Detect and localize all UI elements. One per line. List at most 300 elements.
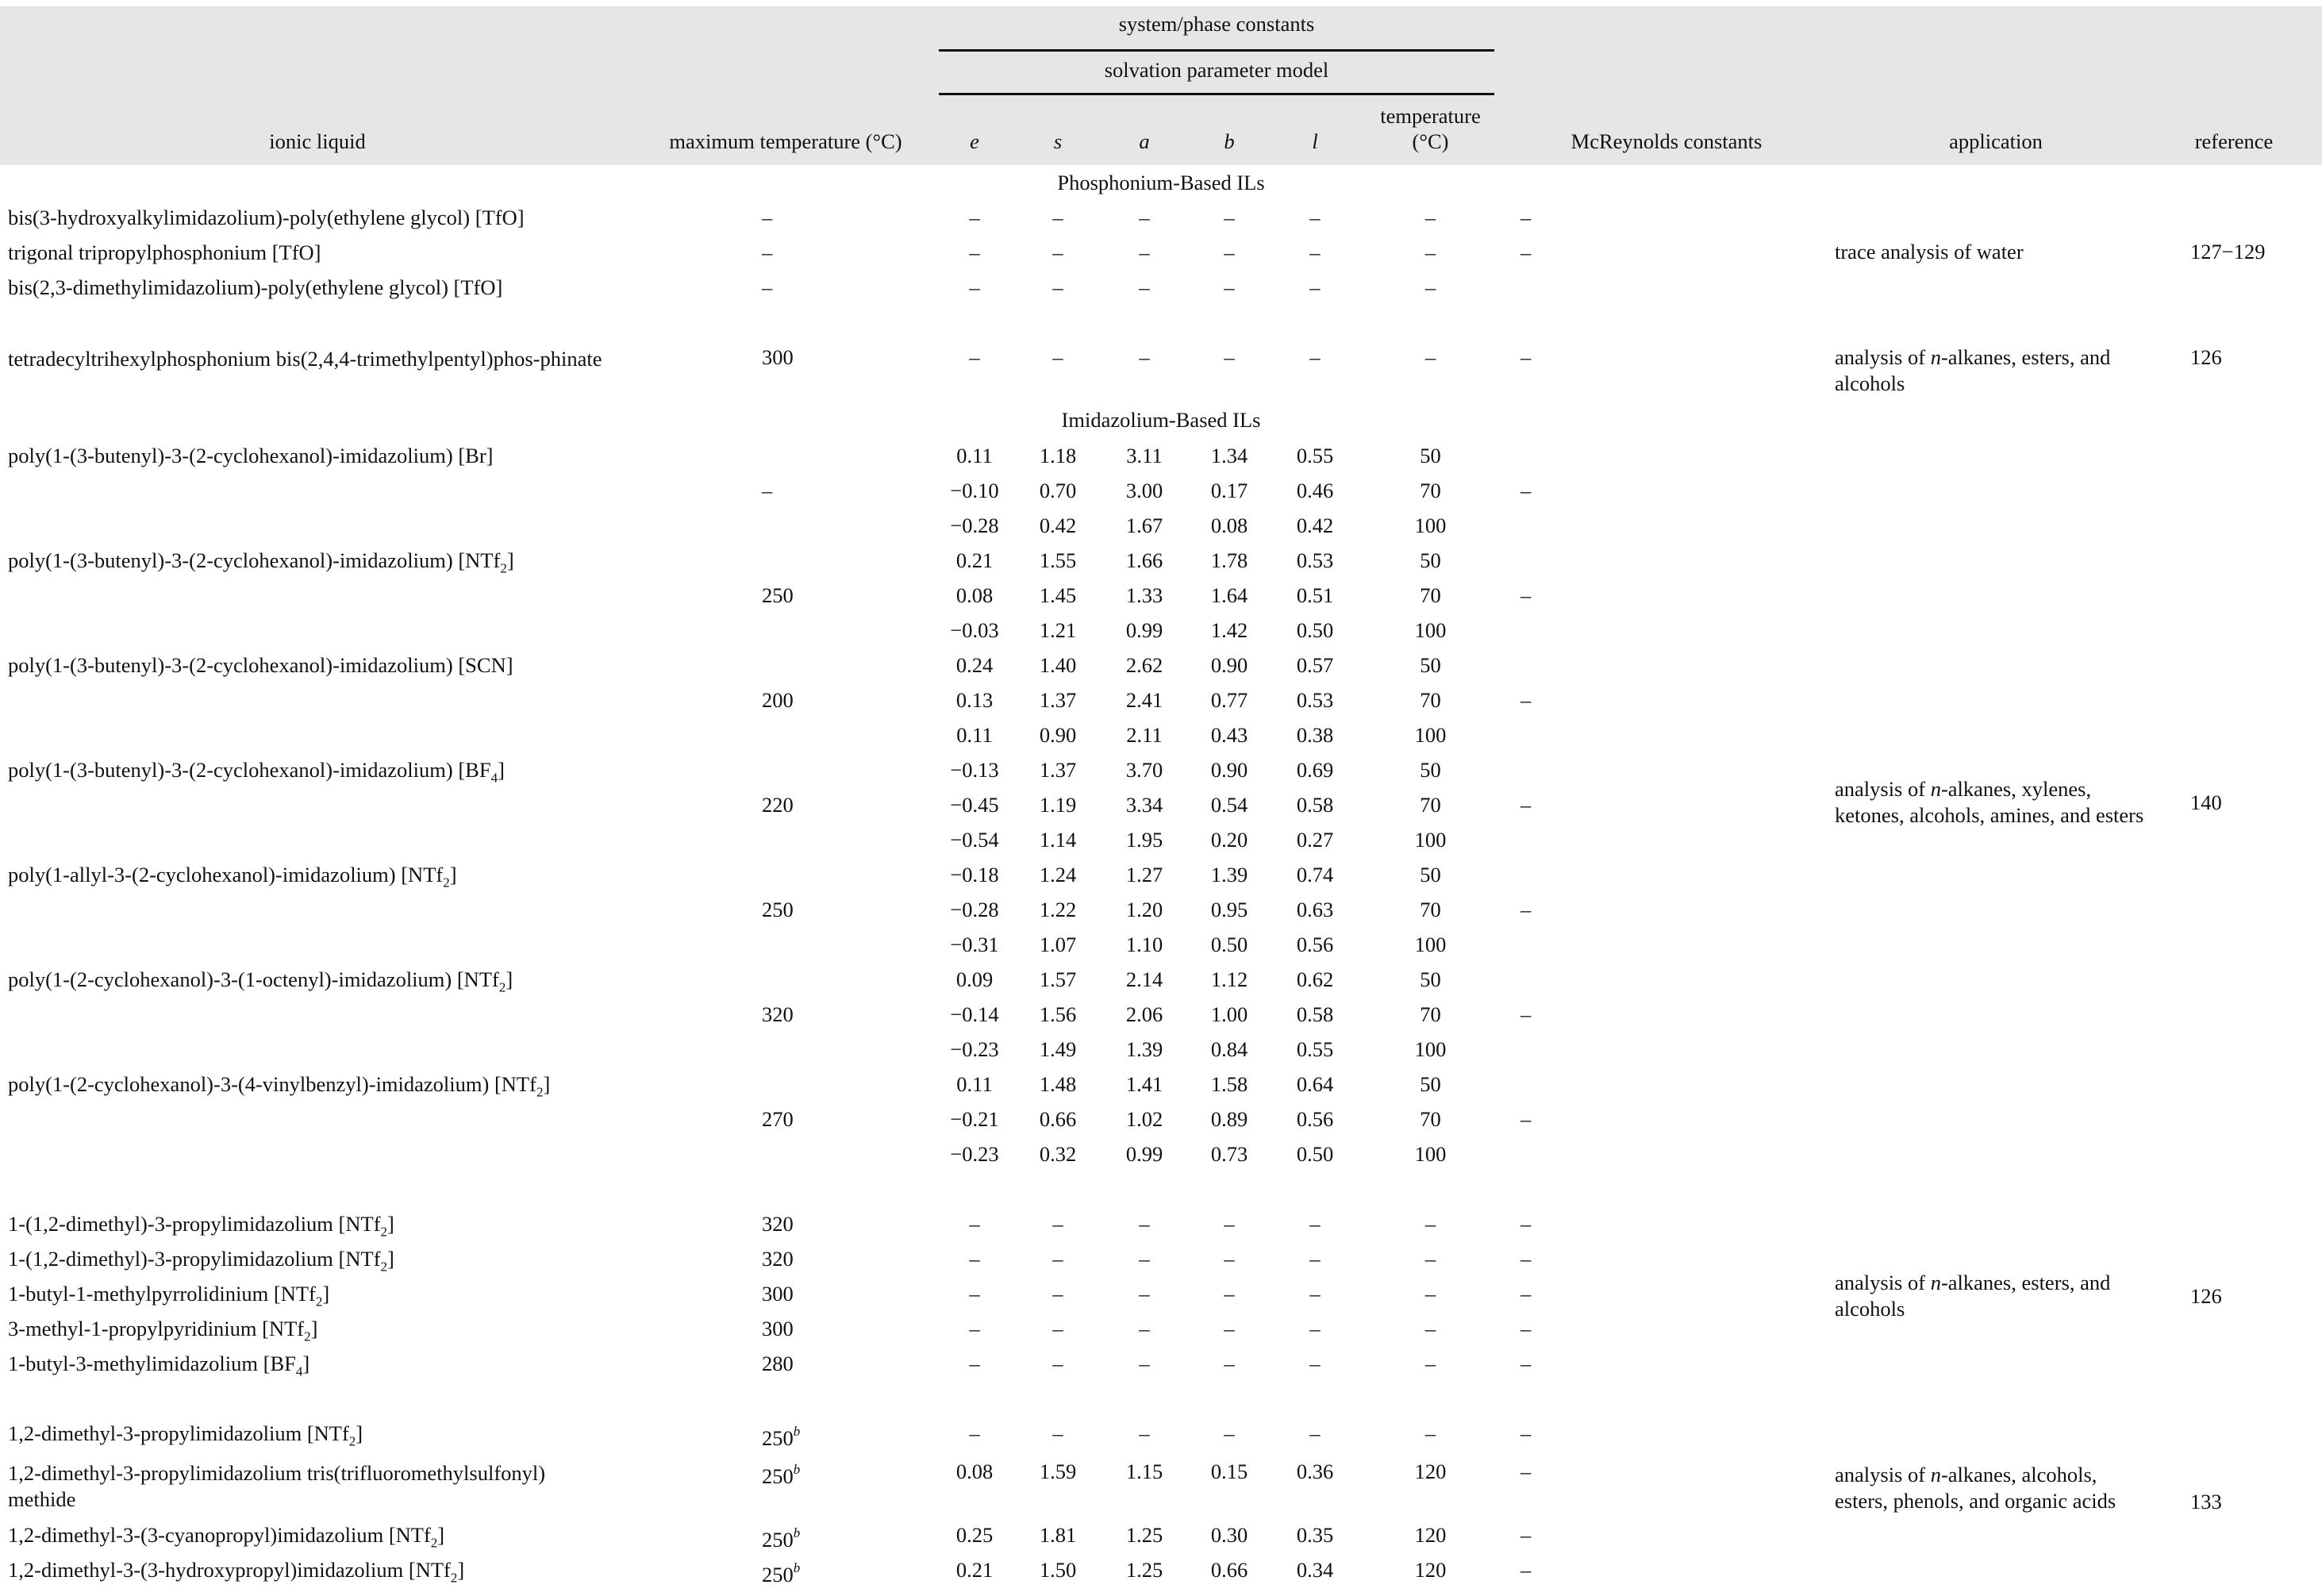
group-application: analysis of n-alkanes, xylenes, ketones, alcohols, amines, and esters bbox=[1835, 777, 2144, 827]
ionic-liquid-name: 1-(1,2-dimethyl)-3-propylimidazolium [NTf$_2$] bbox=[8, 1212, 394, 1240]
param-b: – bbox=[1224, 1282, 1235, 1306]
param-e: – bbox=[969, 1421, 980, 1445]
table-row bbox=[0, 857, 2322, 892]
param-l: 0.74 bbox=[1296, 863, 1334, 886]
table-row bbox=[0, 1067, 2322, 1102]
param-a: – bbox=[1139, 206, 1150, 229]
param-t: – bbox=[1424, 1421, 1436, 1445]
param-t: 100 bbox=[1414, 513, 1447, 537]
param-e: 0.08 bbox=[955, 1459, 994, 1483]
max-temperature: 200 bbox=[762, 688, 794, 712]
param-b: – bbox=[1224, 275, 1235, 299]
param-l: 0.55 bbox=[1296, 1037, 1334, 1061]
group-application: analysis of n-alkanes, alcohols, esters, phenols, and organic acids bbox=[1835, 1463, 2116, 1513]
param-a: 1.25 bbox=[1125, 1558, 1163, 1582]
max-temperature: 320 bbox=[762, 1247, 794, 1271]
param-s: – bbox=[1052, 275, 1063, 299]
param-t: 100 bbox=[1414, 828, 1447, 852]
group-application: analysis of n-alkanes, esters, and alcohols bbox=[1835, 1271, 2111, 1321]
param-s: – bbox=[1052, 1247, 1063, 1271]
param-t: 100 bbox=[1414, 723, 1447, 747]
param-a: – bbox=[1139, 275, 1150, 299]
param-t: 50 bbox=[1420, 653, 1441, 677]
param-e: 0.25 bbox=[955, 1523, 994, 1547]
param-l: 0.53 bbox=[1296, 688, 1334, 712]
param-e: −0.03 bbox=[950, 618, 999, 642]
header-application: application bbox=[1949, 129, 2043, 153]
param-t: – bbox=[1424, 206, 1436, 229]
mcreynolds-value: – bbox=[1520, 1282, 1532, 1306]
param-b: 1.58 bbox=[1210, 1072, 1248, 1096]
param-l: – bbox=[1309, 345, 1321, 369]
group-reference: 126 bbox=[2190, 1284, 2222, 1308]
param-t: 100 bbox=[1414, 1037, 1447, 1061]
param-t: – bbox=[1424, 1247, 1436, 1271]
param-t: 120 bbox=[1414, 1558, 1447, 1582]
param-e: −0.14 bbox=[950, 1002, 999, 1026]
param-s: 1.21 bbox=[1039, 618, 1077, 642]
param-t: 100 bbox=[1414, 618, 1447, 642]
param-s: 1.24 bbox=[1039, 863, 1077, 886]
table-row bbox=[0, 438, 2322, 473]
ionic-liquid-name: 1,2-dimethyl-3-propylimidazolium [NTf$_2$] bbox=[8, 1421, 363, 1449]
param-a: 2.62 bbox=[1125, 653, 1163, 677]
mcreynolds-value: – bbox=[1520, 206, 1532, 229]
param-s: 1.19 bbox=[1039, 793, 1077, 817]
header-max-temp: maximum temperature (°C) bbox=[669, 129, 902, 153]
param-l: 0.38 bbox=[1296, 723, 1334, 747]
param-e: 0.24 bbox=[955, 653, 994, 677]
mcreynolds-value: – bbox=[1520, 1247, 1532, 1271]
param-l: 0.27 bbox=[1296, 828, 1334, 852]
param-a: – bbox=[1139, 1421, 1150, 1445]
param-t: 50 bbox=[1420, 444, 1441, 467]
param-l: – bbox=[1309, 206, 1321, 229]
group-reference: 133 bbox=[2190, 1490, 2222, 1513]
param-b: – bbox=[1224, 1317, 1235, 1340]
max-temperature: 300 bbox=[762, 1282, 794, 1306]
param-s: 1.22 bbox=[1039, 898, 1077, 921]
ionic-liquid-name: 1-butyl-1-methylpyrrolidinium [NTf$_2$] bbox=[8, 1282, 330, 1309]
param-e: 0.21 bbox=[955, 1558, 994, 1582]
param-a: 0.99 bbox=[1125, 618, 1163, 642]
table-row bbox=[0, 1032, 2322, 1067]
table-row bbox=[0, 648, 2322, 683]
param-s: – bbox=[1052, 1282, 1063, 1306]
param-b: – bbox=[1224, 240, 1235, 264]
param-t: 100 bbox=[1414, 1142, 1447, 1166]
param-a: 3.70 bbox=[1125, 758, 1163, 782]
param-l: 0.57 bbox=[1296, 653, 1334, 677]
ionic-liquid-name: poly(1-(3-butenyl)-3-(2-cyclohexanol)-imidazolium) [SCN] bbox=[8, 653, 513, 677]
param-a: 1.27 bbox=[1125, 863, 1163, 886]
param-a: 1.41 bbox=[1125, 1072, 1163, 1096]
param-t: – bbox=[1424, 345, 1436, 369]
param-b: 0.30 bbox=[1210, 1523, 1248, 1547]
param-s: 1.14 bbox=[1039, 828, 1077, 852]
table-row bbox=[0, 717, 2322, 752]
ionic-liquid-name: 1,2-dimethyl-3-(3-hydroxypropyl)imidazolium [NTf$_2$] bbox=[8, 1558, 465, 1586]
param-l: 0.56 bbox=[1296, 933, 1334, 956]
param-l: – bbox=[1309, 1247, 1321, 1271]
param-t: 50 bbox=[1420, 967, 1441, 991]
param-l: – bbox=[1309, 275, 1321, 299]
param-b: – bbox=[1224, 345, 1235, 369]
param-b: – bbox=[1224, 1421, 1235, 1445]
group-reference: 140 bbox=[2190, 790, 2222, 814]
param-s: 1.57 bbox=[1039, 967, 1077, 991]
table-row bbox=[0, 892, 2322, 927]
max-temperature: 250 bbox=[762, 898, 794, 921]
max-temperature: 320 bbox=[762, 1002, 794, 1026]
mcreynolds-value: – bbox=[1520, 898, 1532, 921]
param-a: 1.95 bbox=[1125, 828, 1163, 852]
section-phosphonium: Phosphonium-Based ILs bbox=[1057, 171, 1265, 194]
max-temperature: 300 bbox=[762, 345, 794, 369]
param-e: – bbox=[969, 275, 980, 299]
param-t: – bbox=[1424, 1282, 1436, 1306]
param-t: 50 bbox=[1420, 863, 1441, 886]
group-application: trace analysis of water bbox=[1835, 240, 2024, 263]
param-b: 0.08 bbox=[1210, 513, 1248, 537]
param-l: 0.63 bbox=[1296, 898, 1334, 921]
param-e: – bbox=[969, 240, 980, 264]
param-e: −0.31 bbox=[950, 933, 999, 956]
param-l: 0.69 bbox=[1296, 758, 1334, 782]
table-row bbox=[0, 1552, 2322, 1587]
param-b: 0.54 bbox=[1210, 793, 1248, 817]
max-temperature: 250$^b$ bbox=[762, 1462, 801, 1488]
ionic-liquid-name: bis(3-hydroxyalkylimidazolium)-poly(ethylene glycol) [TfO] bbox=[8, 206, 525, 229]
ionic-liquid-name: poly(1-(3-butenyl)-3-(2-cyclohexanol)-imidazolium) $[BF_4]$ bbox=[8, 758, 505, 786]
param-b: 0.17 bbox=[1210, 479, 1248, 502]
param-s: – bbox=[1052, 345, 1063, 369]
mcreynolds-value: – bbox=[1520, 793, 1532, 817]
param-e: −0.28 bbox=[950, 898, 999, 921]
param-a: – bbox=[1139, 1247, 1150, 1271]
param-b: – bbox=[1224, 1212, 1235, 1236]
param-a: 3.34 bbox=[1125, 793, 1163, 817]
param-e: 0.11 bbox=[956, 1072, 993, 1096]
param-b: – bbox=[1224, 1247, 1235, 1271]
header-solvation: solvation parameter model bbox=[1104, 58, 1329, 82]
param-l: – bbox=[1309, 1352, 1321, 1375]
param-b: 1.78 bbox=[1210, 548, 1248, 572]
param-e: 0.11 bbox=[956, 444, 993, 467]
table-row bbox=[0, 613, 2322, 648]
param-e: −0.45 bbox=[950, 793, 999, 817]
param-s: 1.50 bbox=[1039, 1558, 1077, 1582]
table-row bbox=[0, 200, 2322, 235]
header-s: s bbox=[1053, 129, 1063, 153]
param-b: 0.77 bbox=[1210, 688, 1248, 712]
param-a: 1.20 bbox=[1125, 898, 1163, 921]
ionic-liquid-name: tetradecyltrihexylphosphonium bis(2,4,4-trimethylpentyl)phos-phinate bbox=[8, 347, 602, 371]
param-b: 0.43 bbox=[1210, 723, 1248, 747]
param-e: – bbox=[969, 1282, 980, 1306]
param-l: 0.62 bbox=[1296, 967, 1334, 991]
mcreynolds-value: – bbox=[1520, 1107, 1532, 1131]
mcreynolds-value: – bbox=[1520, 1459, 1532, 1483]
param-e: −0.10 bbox=[950, 479, 999, 502]
max-temperature: 250$^b$ bbox=[762, 1424, 801, 1450]
param-s: 0.42 bbox=[1039, 513, 1077, 537]
mcreynolds-value: – bbox=[1520, 1523, 1532, 1547]
param-l: – bbox=[1309, 1421, 1321, 1445]
param-t: – bbox=[1424, 1317, 1436, 1340]
group-reference: 126 bbox=[2190, 345, 2222, 369]
table-row bbox=[0, 1102, 2322, 1136]
param-a: 1.67 bbox=[1125, 513, 1163, 537]
mcreynolds-value: – bbox=[1520, 1421, 1532, 1445]
param-s: 0.90 bbox=[1039, 723, 1077, 747]
param-l: 0.53 bbox=[1296, 548, 1334, 572]
param-a: – bbox=[1139, 1352, 1150, 1375]
ionic-liquid-name: poly(1-(3-butenyl)-3-(2-cyclohexanol)-imidazolium) [Br] bbox=[8, 444, 494, 467]
max-temperature: 250$^b$ bbox=[762, 1525, 801, 1552]
param-e: 0.21 bbox=[955, 548, 994, 572]
mcreynolds-value: – bbox=[1520, 1317, 1532, 1340]
param-b: 0.90 bbox=[1210, 758, 1248, 782]
param-t: 70 bbox=[1420, 583, 1441, 607]
ionic-liquid-name: trigonal tripropylphosphonium [TfO] bbox=[8, 240, 321, 264]
param-e: −0.23 bbox=[950, 1037, 999, 1061]
max-temperature: – bbox=[762, 240, 773, 264]
mcreynolds-value: – bbox=[1520, 1558, 1532, 1582]
table-row bbox=[0, 1346, 2322, 1381]
table-row bbox=[0, 270, 2322, 305]
param-l: – bbox=[1309, 240, 1321, 264]
param-s: 1.45 bbox=[1039, 583, 1077, 607]
table-row bbox=[0, 927, 2322, 962]
section-imidazolium: Imidazolium-Based ILs bbox=[1061, 408, 1261, 432]
param-e: – bbox=[969, 1352, 980, 1375]
param-t: – bbox=[1424, 1352, 1436, 1375]
param-s: 0.70 bbox=[1039, 479, 1077, 502]
table-row bbox=[0, 578, 2322, 613]
param-s: 1.37 bbox=[1039, 688, 1077, 712]
param-t: 70 bbox=[1420, 898, 1441, 921]
param-t: 70 bbox=[1420, 479, 1441, 502]
param-b: 1.00 bbox=[1210, 1002, 1248, 1026]
param-a: – bbox=[1139, 240, 1150, 264]
param-b: 1.34 bbox=[1210, 444, 1248, 467]
param-e: – bbox=[969, 206, 980, 229]
param-a: 3.11 bbox=[1126, 444, 1163, 467]
table-row bbox=[0, 1517, 2322, 1552]
param-s: – bbox=[1052, 1421, 1063, 1445]
param-b: 1.39 bbox=[1210, 863, 1248, 886]
mcreynolds-value: – bbox=[1520, 240, 1532, 264]
param-e: −0.54 bbox=[950, 828, 999, 852]
param-e: 0.09 bbox=[955, 967, 994, 991]
param-s: 1.49 bbox=[1039, 1037, 1077, 1061]
header-temperature: temperature bbox=[1380, 104, 1481, 128]
max-temperature: – bbox=[762, 275, 773, 299]
param-a: 2.06 bbox=[1125, 1002, 1163, 1026]
param-s: 1.81 bbox=[1039, 1523, 1077, 1547]
param-a: 2.11 bbox=[1126, 723, 1163, 747]
group-reference: 127−129 bbox=[2190, 240, 2266, 263]
mcreynolds-value: – bbox=[1520, 1352, 1532, 1375]
max-temperature: 220 bbox=[762, 793, 794, 817]
param-l: 0.46 bbox=[1296, 479, 1334, 502]
param-l: – bbox=[1309, 1212, 1321, 1236]
group-application: analysis of n-alkanes, esters, and alcohols bbox=[1835, 345, 2111, 395]
param-a: 1.02 bbox=[1125, 1107, 1163, 1131]
header-system-phase: system/phase constants bbox=[1118, 12, 1315, 36]
param-l: 0.34 bbox=[1296, 1558, 1334, 1582]
param-l: 0.42 bbox=[1296, 513, 1334, 537]
param-t: 50 bbox=[1420, 1072, 1441, 1096]
table-row bbox=[0, 997, 2322, 1032]
param-e: −0.18 bbox=[950, 863, 999, 886]
param-t: 120 bbox=[1414, 1523, 1447, 1547]
max-temperature: 270 bbox=[762, 1107, 794, 1131]
param-l: 0.55 bbox=[1296, 444, 1334, 467]
header-reference: reference bbox=[2194, 129, 2274, 153]
param-a: – bbox=[1139, 1282, 1150, 1306]
ionic-liquid-name: 1-butyl-3-methylimidazolium $[BF_4]$ bbox=[8, 1352, 310, 1379]
param-t: 70 bbox=[1420, 688, 1441, 712]
param-s: 0.32 bbox=[1039, 1142, 1077, 1166]
param-t: 70 bbox=[1420, 1107, 1441, 1131]
param-s: – bbox=[1052, 240, 1063, 264]
header-e: e bbox=[970, 129, 979, 153]
mcreynolds-value: – bbox=[1520, 688, 1532, 712]
param-b: 0.73 bbox=[1210, 1142, 1248, 1166]
param-t: 100 bbox=[1414, 933, 1447, 956]
param-b: – bbox=[1224, 206, 1235, 229]
table-row bbox=[0, 683, 2322, 717]
max-temperature: – bbox=[762, 206, 773, 229]
param-a: 3.00 bbox=[1125, 479, 1163, 502]
param-b: 1.12 bbox=[1210, 967, 1248, 991]
param-a: 1.39 bbox=[1125, 1037, 1163, 1061]
param-e: −0.23 bbox=[950, 1142, 999, 1166]
table-row bbox=[0, 473, 2322, 508]
param-l: 0.58 bbox=[1296, 793, 1334, 817]
param-e: −0.28 bbox=[950, 513, 999, 537]
header-l: l bbox=[1312, 129, 1318, 153]
param-e: – bbox=[969, 345, 980, 369]
header-ionic-liquid: ionic liquid bbox=[269, 129, 366, 153]
param-l: 0.50 bbox=[1296, 1142, 1334, 1166]
param-e: 0.11 bbox=[956, 723, 993, 747]
max-temperature: – bbox=[762, 479, 773, 502]
param-e: −0.21 bbox=[950, 1107, 999, 1131]
ionic-liquid-name: poly(1-(2-cyclohexanol)-3-(1-octenyl)-imidazolium) [NTf$_2$] bbox=[8, 967, 513, 995]
param-t: 70 bbox=[1420, 793, 1441, 817]
table-header bbox=[0, 6, 2322, 165]
param-b: 0.20 bbox=[1210, 828, 1248, 852]
param-s: – bbox=[1052, 1352, 1063, 1375]
param-s: – bbox=[1052, 1317, 1063, 1340]
max-temperature: 300 bbox=[762, 1317, 794, 1340]
ionic-liquid-name: poly(1-allyl-3-(2-cyclohexanol)-imidazolium) [NTf$_2$] bbox=[8, 863, 457, 890]
max-temperature: 280 bbox=[762, 1352, 794, 1375]
param-l: 0.58 bbox=[1296, 1002, 1334, 1026]
header-b: b bbox=[1224, 129, 1235, 153]
param-s: 0.66 bbox=[1039, 1107, 1077, 1131]
param-l: 0.64 bbox=[1296, 1072, 1334, 1096]
table-row bbox=[0, 1416, 2322, 1451]
mcreynolds-value: – bbox=[1520, 1002, 1532, 1026]
param-s: 1.48 bbox=[1039, 1072, 1077, 1096]
header-a: a bbox=[1139, 129, 1150, 153]
mcreynolds-value: – bbox=[1520, 583, 1532, 607]
param-e: 0.08 bbox=[955, 583, 994, 607]
param-s: 1.40 bbox=[1039, 653, 1077, 677]
param-l: 0.51 bbox=[1296, 583, 1334, 607]
param-a: 0.99 bbox=[1125, 1142, 1163, 1166]
param-a: 1.33 bbox=[1125, 583, 1163, 607]
param-b: 0.95 bbox=[1210, 898, 1248, 921]
param-l: – bbox=[1309, 1317, 1321, 1340]
param-l: – bbox=[1309, 1282, 1321, 1306]
param-t: 70 bbox=[1420, 1002, 1441, 1026]
param-b: 0.84 bbox=[1210, 1037, 1248, 1061]
param-t: 50 bbox=[1420, 548, 1441, 572]
param-s: 1.18 bbox=[1039, 444, 1077, 467]
param-a: 1.10 bbox=[1125, 933, 1163, 956]
param-a: – bbox=[1139, 1212, 1150, 1236]
param-s: 1.37 bbox=[1039, 758, 1077, 782]
param-l: 0.50 bbox=[1296, 618, 1334, 642]
param-b: 1.64 bbox=[1210, 583, 1248, 607]
header-rule-top bbox=[939, 49, 1494, 52]
param-t: – bbox=[1424, 275, 1436, 299]
param-a: 1.66 bbox=[1125, 548, 1163, 572]
param-l: 0.35 bbox=[1296, 1523, 1334, 1547]
param-l: 0.36 bbox=[1296, 1459, 1334, 1483]
mcreynolds-value: – bbox=[1520, 479, 1532, 502]
param-a: 2.41 bbox=[1125, 688, 1163, 712]
param-s: 1.59 bbox=[1039, 1459, 1077, 1483]
param-s: – bbox=[1052, 206, 1063, 229]
param-t: 120 bbox=[1414, 1459, 1447, 1483]
param-t: – bbox=[1424, 1212, 1436, 1236]
param-s: 1.07 bbox=[1039, 933, 1077, 956]
param-b: 0.89 bbox=[1210, 1107, 1248, 1131]
ionic-liquid-name: poly(1-(3-butenyl)-3-(2-cyclohexanol)-imidazolium) [NTf$_2$] bbox=[8, 548, 514, 576]
param-e: – bbox=[969, 1317, 980, 1340]
param-b: 1.42 bbox=[1210, 618, 1248, 642]
max-temperature: 320 bbox=[762, 1212, 794, 1236]
ionic-liquid-name: 1-(1,2-dimethyl)-3-propylimidazolium [NTf$_2$] bbox=[8, 1247, 394, 1275]
param-a: – bbox=[1139, 1317, 1150, 1340]
ionic-liquid-name: 1,2-dimethyl-3-(3-cyanopropyl)imidazolium [NTf$_2$] bbox=[8, 1523, 445, 1551]
table-row bbox=[0, 1136, 2322, 1171]
ionic-liquid-name: 1,2-dimethyl-3-propylimidazolium tris(trifluoromethylsulfonyl) methide bbox=[8, 1461, 546, 1511]
param-e: – bbox=[969, 1212, 980, 1236]
table-row bbox=[0, 962, 2322, 997]
param-e: 0.13 bbox=[955, 688, 994, 712]
param-a: 1.25 bbox=[1125, 1523, 1163, 1547]
max-temperature: 250 bbox=[762, 583, 794, 607]
param-a: – bbox=[1139, 345, 1150, 369]
header-mcreynolds: McReynolds constants bbox=[1570, 129, 1763, 153]
ionic-liquid-name: bis(2,3-dimethylimidazolium)-poly(ethylene glycol) [TfO] bbox=[8, 275, 503, 299]
ionic-liquid-name: poly(1-(2-cyclohexanol)-3-(4-vinylbenzyl)-imidazolium) [NTf$_2$] bbox=[8, 1072, 551, 1100]
table-row bbox=[0, 1206, 2322, 1241]
ionic-liquid-name: 3-methyl-1-propylpyridinium [NTf$_2$] bbox=[8, 1317, 318, 1344]
param-b: – bbox=[1224, 1352, 1235, 1375]
param-b: 0.90 bbox=[1210, 653, 1248, 677]
param-s: 1.55 bbox=[1039, 548, 1077, 572]
param-s: – bbox=[1052, 1212, 1063, 1236]
param-e: – bbox=[969, 1247, 980, 1271]
